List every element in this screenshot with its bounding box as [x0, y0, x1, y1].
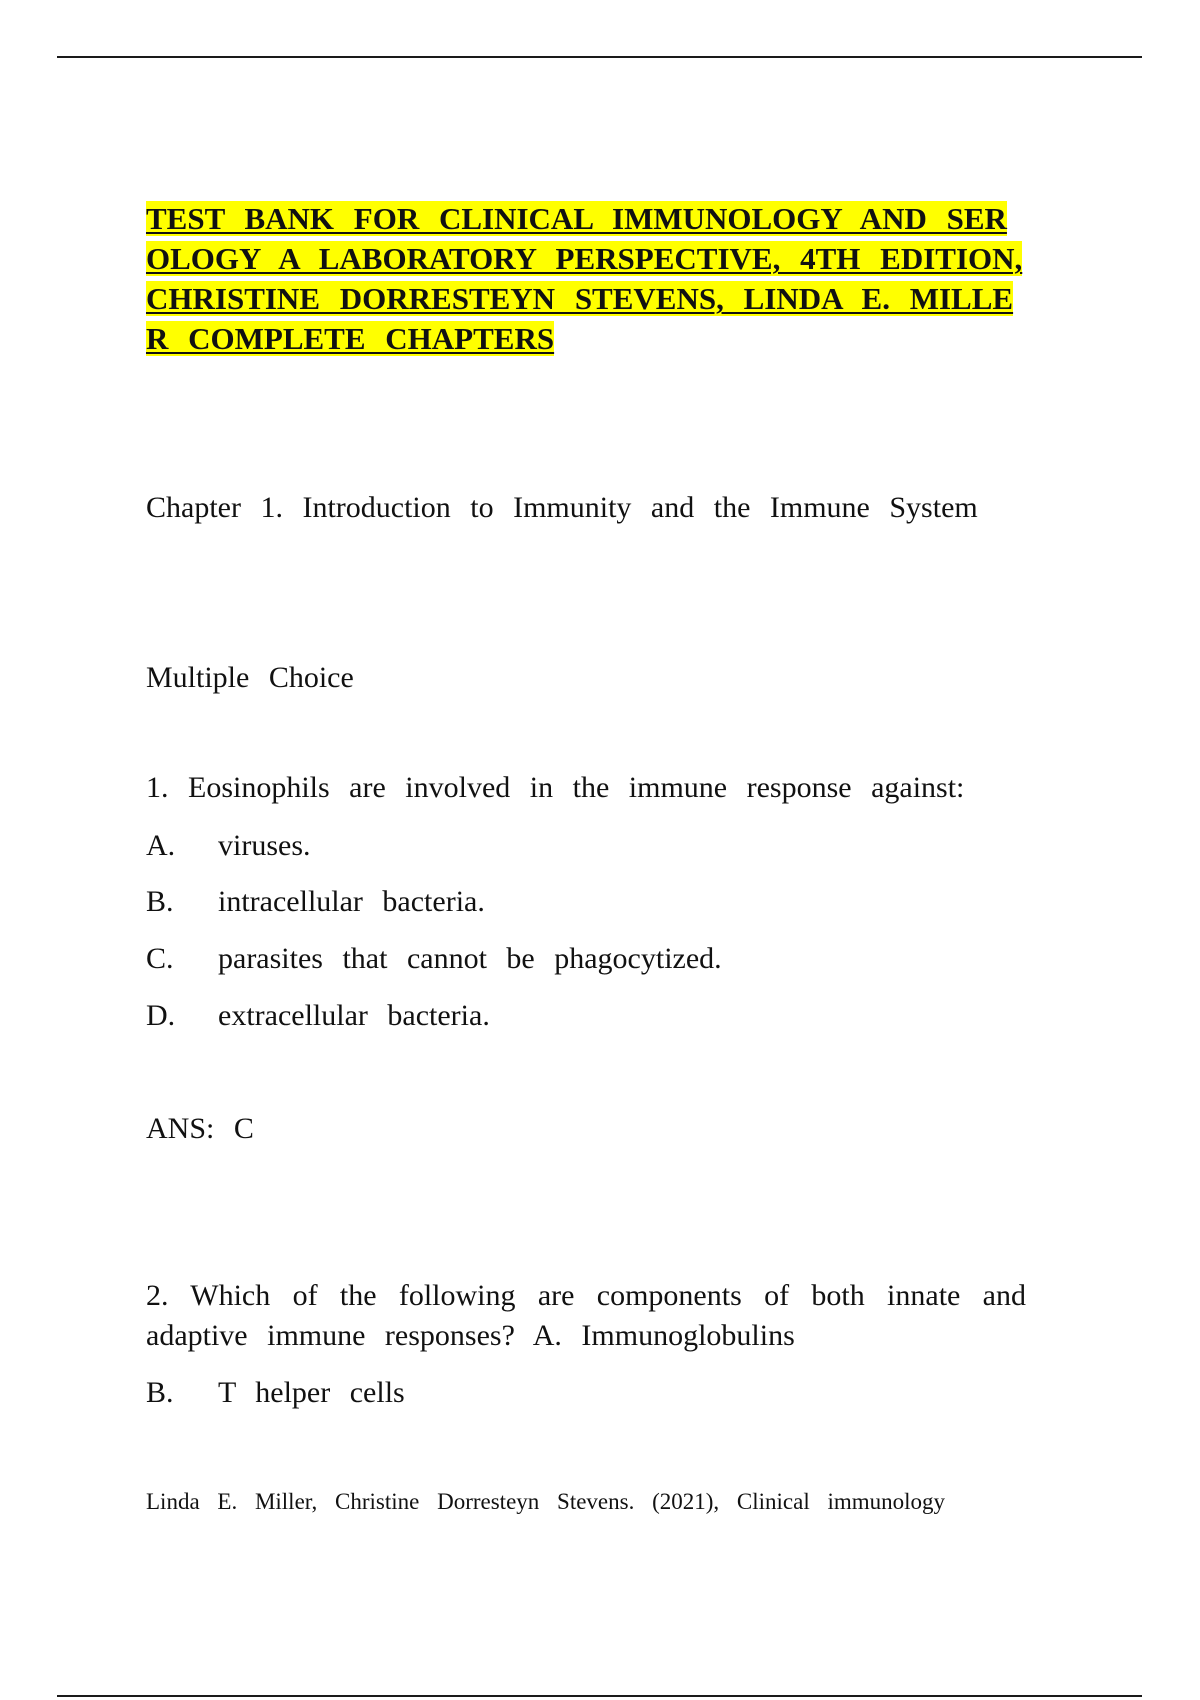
section-heading: Multiple Choice — [146, 661, 354, 694]
question-1-option-d — [146, 996, 490, 1036]
question-2-stem-line-1: 2. Which of the following are components of both innate and — [146, 1279, 1026, 1312]
option-text: extracellular bacteria. — [218, 999, 490, 1032]
question-2-stem — [146, 1276, 1026, 1356]
footer-citation: Linda E. Miller, Christine Dorresteyn Stevens. (2021), Clinical immunology — [146, 1489, 946, 1514]
option-text: T helper cells — [218, 1376, 405, 1409]
title-line-3: CHRISTINE DORRESTEYN STEVENS, LINDA E. MILLE — [146, 281, 1014, 316]
option-letter: A. — [146, 829, 176, 862]
option-letter: B. — [146, 885, 174, 918]
option-text: parasites that cannot be phagocytized. — [218, 942, 722, 975]
question-1-option-c — [146, 939, 722, 979]
question-1-stem: 1. Eosinophils are involved in the immune response against: — [146, 771, 965, 804]
document-title — [146, 199, 1066, 359]
title-line-4: R COMPLETE CHAPTERS — [146, 321, 555, 356]
question-2-option-b — [146, 1373, 405, 1413]
question-1-answer: ANS: C — [146, 1112, 254, 1145]
option-letter: B. — [146, 1376, 174, 1409]
bottom-rule — [57, 1695, 1142, 1697]
option-letter: C. — [146, 942, 174, 975]
option-letter: D. — [146, 999, 176, 1032]
question-1-option-b — [146, 882, 485, 922]
option-text: viruses. — [218, 829, 311, 862]
question-2-stem-line-2: adaptive immune responses? A. Immunoglobulins — [146, 1319, 795, 1352]
title-line-1: TEST BANK FOR CLINICAL IMMUNOLOGY AND SER — [146, 201, 1007, 236]
top-rule — [57, 56, 1142, 58]
question-1-option-a — [146, 826, 311, 866]
chapter-heading: Chapter 1. Introduction to Immunity and the Immune System — [146, 491, 978, 524]
option-text: intracellular bacteria. — [218, 885, 485, 918]
title-line-2: OLOGY A LABORATORY PERSPECTIVE, 4TH EDITION, — [146, 241, 1023, 276]
